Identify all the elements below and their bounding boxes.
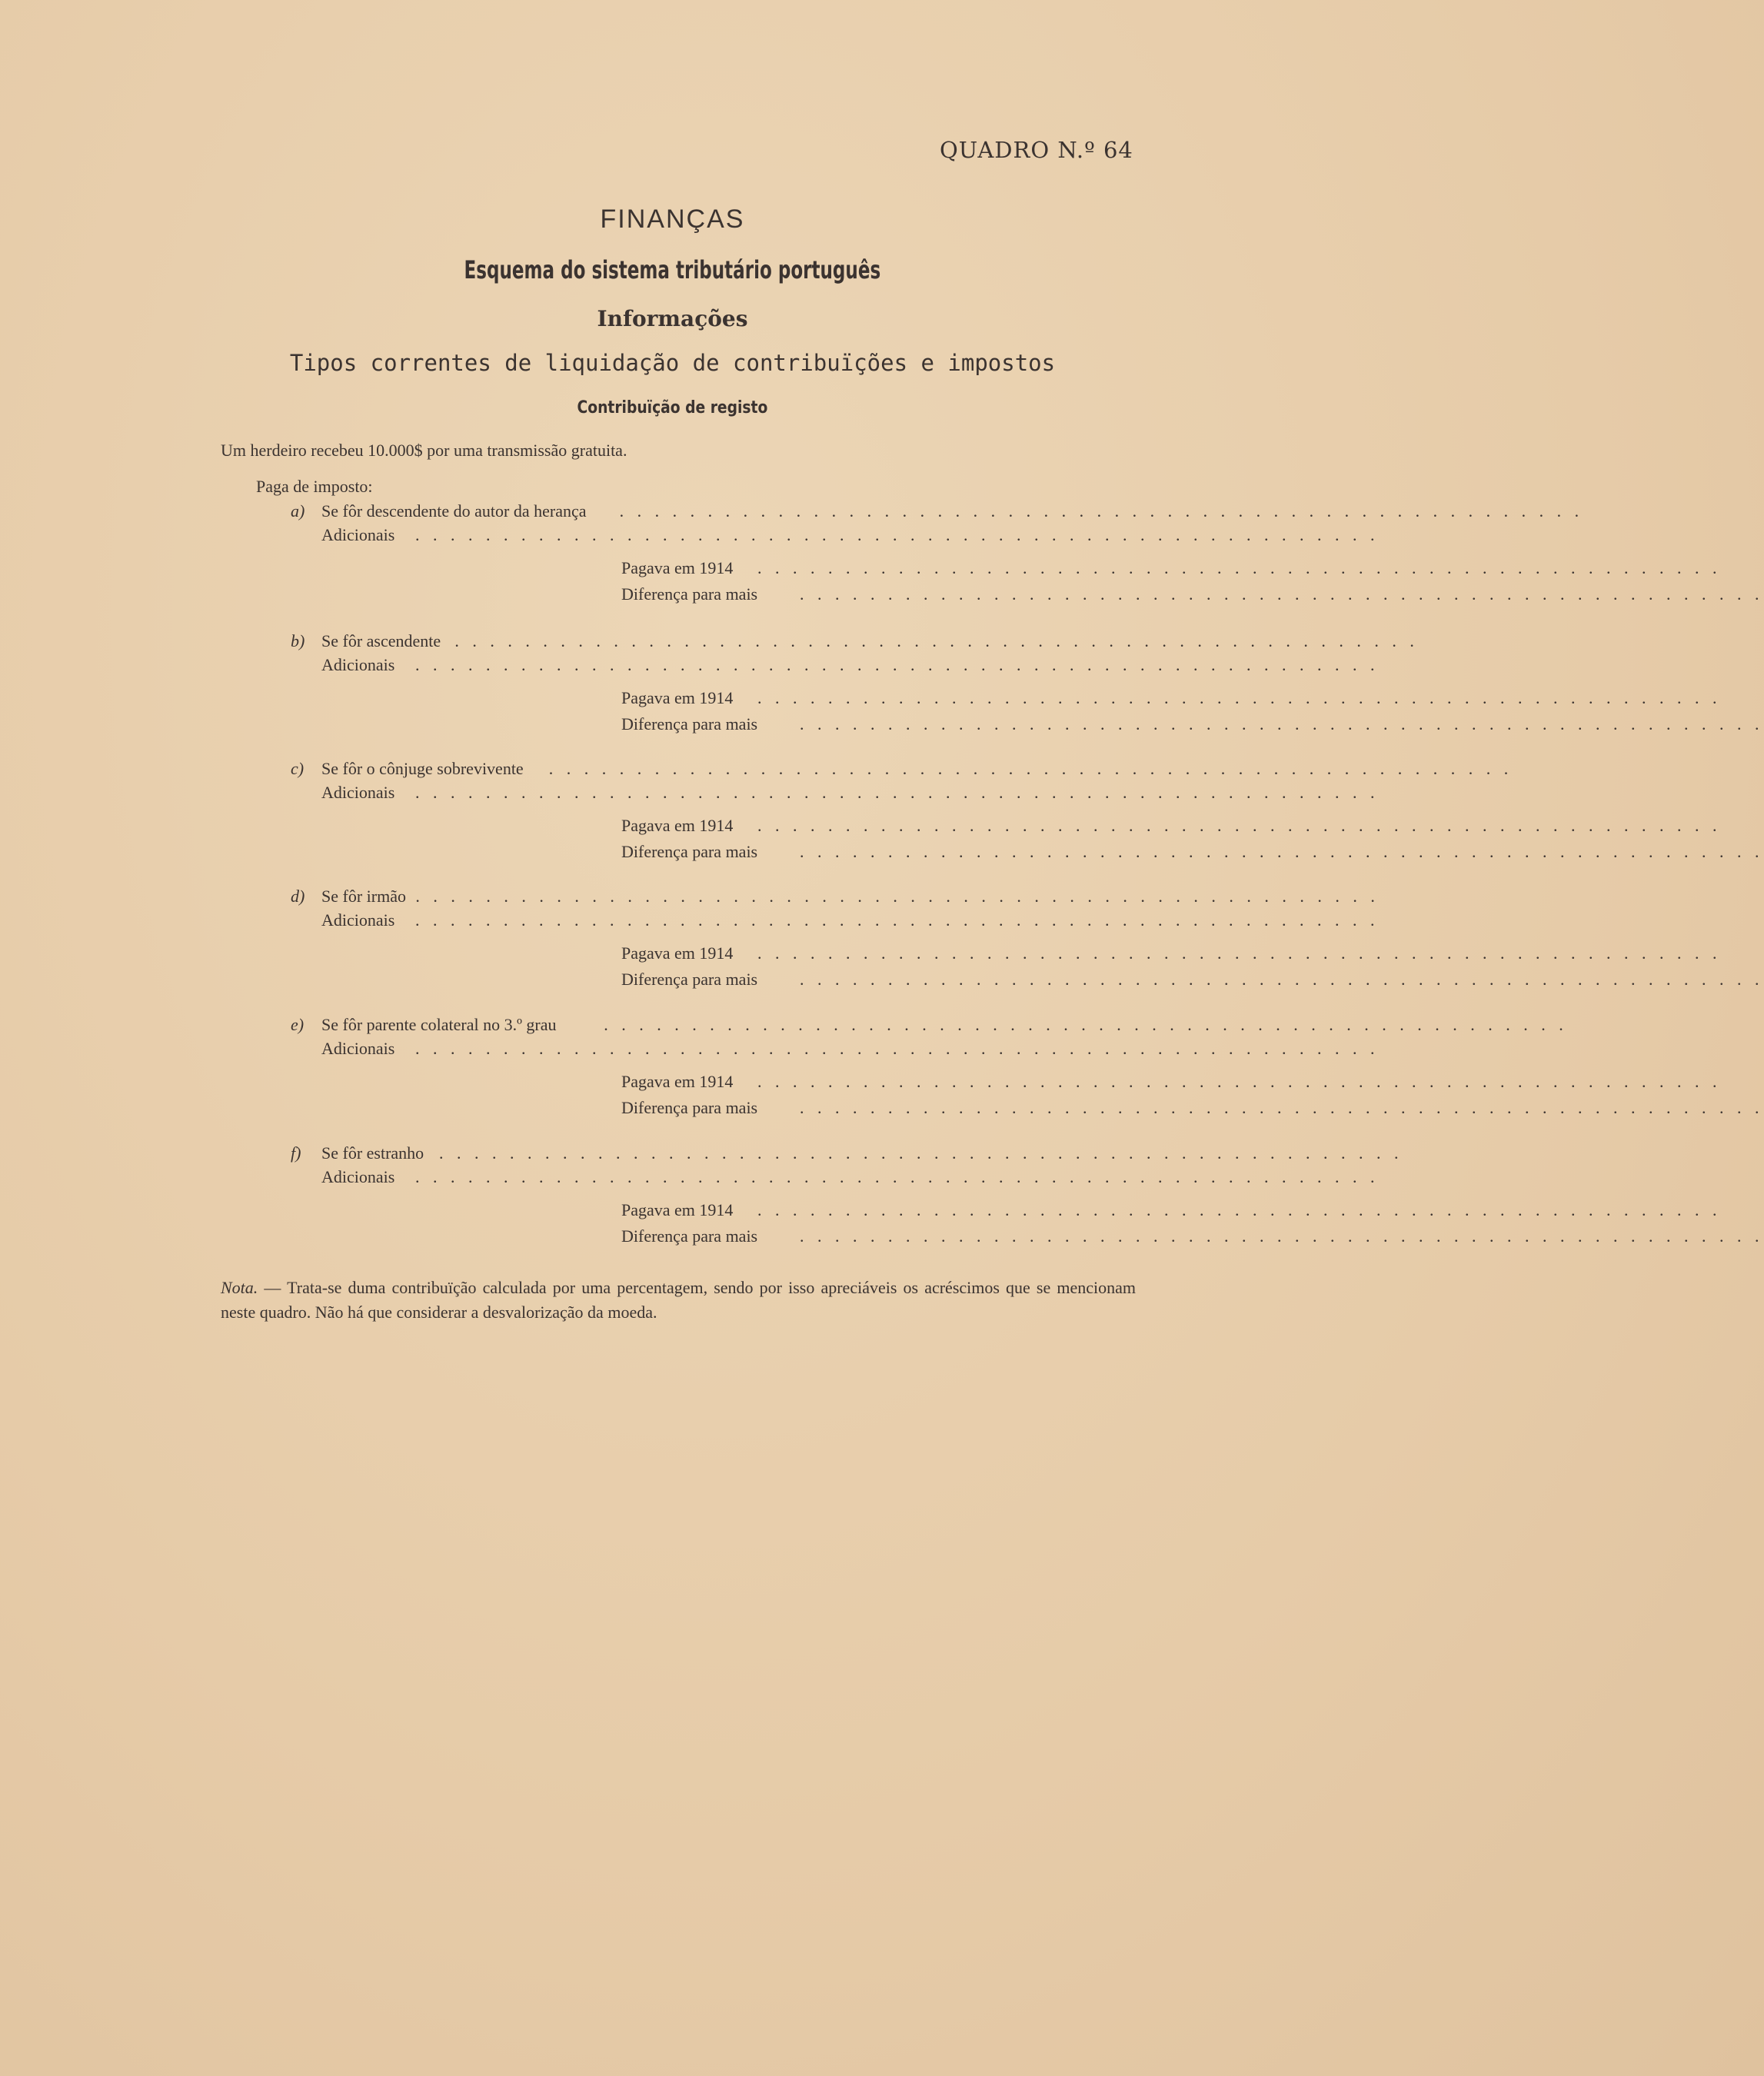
adicionais-label: Adicionais bbox=[321, 525, 395, 544]
case-text: Se fôr irmão bbox=[321, 887, 406, 906]
adicionais-label: Adicionais bbox=[321, 1167, 395, 1186]
dot-leader: . . . . . . . . . . . . . . . . . . . . . . . . . . . . . . . . . . . . . . . . . . . . . . . . . . . . . . . bbox=[757, 943, 1722, 963]
dot-leader: . . . . . . . . . . . . . . . . . . . . . . . . . . . . . . . . . . . . . . . . . . . . . . . . . . . . . . . bbox=[757, 688, 1722, 707]
diferenca-label: Diferença para mais bbox=[621, 842, 758, 861]
pagava-label: Pagava em 1914 bbox=[621, 1072, 734, 1091]
dot-leader: . . . . . . . . . . . . . . . . . . . . . . . . . . . . . . . . . . . . . . . . . . . . . . . . . . . . . . . bbox=[757, 816, 1722, 835]
dot-leader: . . . . . . . . . . . . . . . . . . . . . . . . . . . . . . . . . . . . . . . . . . . . . . . . . . . . . . . bbox=[548, 759, 1513, 778]
pagava-label: Pagava em 1914 bbox=[621, 816, 734, 835]
dot-leader: . . . . . . . . . . . . . . . . . . . . . . . . . . . . . . . . . . . . . . . . . . . . . . . . . . . . . . . bbox=[800, 970, 1764, 989]
case-letter: e) bbox=[291, 1015, 305, 1034]
intro-text: Um herdeiro recebeu 10.000$ por uma transmissão gratuita. bbox=[221, 441, 627, 460]
subtitle: Informações bbox=[597, 306, 748, 331]
pagava-label: Pagava em 1914 bbox=[621, 688, 734, 707]
case-letter: f) bbox=[291, 1143, 301, 1163]
footnote-label: Nota. bbox=[221, 1278, 258, 1297]
adicionais-label: Adicionais bbox=[321, 655, 395, 674]
pagava-label: Pagava em 1914 bbox=[621, 1200, 734, 1219]
pagava-label: Pagava em 1914 bbox=[621, 558, 734, 577]
footnote-text: — Trata-se duma contribuïção calculada por uma percentagem, sendo por isso apreciáveis os acréscimos que se mencionam neste quadro. Não há que considerar a desvalorização da moeda. bbox=[221, 1278, 1137, 1322]
dot-leader: . . . . . . . . . . . . . . . . . . . . . . . . . . . . . . . . . . . . . . . . . . . . . . . . . . . . . . . bbox=[415, 1167, 1380, 1186]
page-title: Esquema do sistema tributário português bbox=[464, 255, 881, 284]
dot-leader: . . . . . . . . . . . . . . . . . . . . . . . . . . . . . . . . . . . . . . . . . . . . . . . . . . . . . . . bbox=[454, 631, 1419, 650]
dot-leader: . . . . . . . . . . . . . . . . . . . . . . . . . . . . . . . . . . . . . . . . . . . . . . . . . . . . . . . bbox=[415, 1039, 1380, 1058]
diferenca-label: Diferença para mais bbox=[621, 1098, 758, 1117]
dot-leader: . . . . . . . . . . . . . . . . . . . . . . . . . . . . . . . . . . . . . . . . . . . . . . . . . . . . . . . bbox=[619, 501, 1584, 521]
section-title: FINANÇAS bbox=[600, 205, 745, 234]
case-text: Se fôr estranho bbox=[321, 1143, 424, 1163]
case-letter: a) bbox=[291, 501, 305, 521]
case-letter: c) bbox=[291, 759, 305, 778]
case-letter: b) bbox=[291, 631, 305, 650]
dot-leader: . . . . . . . . . . . . . . . . . . . . . . . . . . . . . . . . . . . . . . . . . . . . . . . . . . . . . . . bbox=[757, 1200, 1722, 1219]
case-text: Se fôr ascendente bbox=[321, 631, 441, 650]
dot-leader: . . . . . . . . . . . . . . . . . . . . . . . . . . . . . . . . . . . . . . . . . . . . . . . . . . . . . . . bbox=[800, 1226, 1764, 1246]
heading: Tipos correntes de liquidação de contribuïções e impostos bbox=[289, 350, 1056, 376]
dot-leader: . . . . . . . . . . . . . . . . . . . . . . . . . . . . . . . . . . . . . . . . . . . . . . . . . . . . . . . bbox=[757, 558, 1722, 577]
diferenca-label: Diferença para mais bbox=[621, 1226, 758, 1246]
dot-leader: . . . . . . . . . . . . . . . . . . . . . . . . . . . . . . . . . . . . . . . . . . . . . . . . . . . . . . . bbox=[800, 714, 1764, 734]
dot-leader: . . . . . . . . . . . . . . . . . . . . . . . . . . . . . . . . . . . . . . . . . . . . . . . . . . . . . . . bbox=[757, 1072, 1722, 1091]
case-letter: d) bbox=[291, 887, 305, 906]
case-text: Se fôr o cônjuge sobrevivente bbox=[321, 759, 524, 778]
subheading: Contribuïção de registo bbox=[577, 398, 768, 418]
diferenca-label: Diferença para mais bbox=[621, 584, 758, 604]
quadro-number: QUADRO N.º 64 bbox=[940, 137, 1133, 163]
dot-leader: . . . . . . . . . . . . . . . . . . . . . . . . . . . . . . . . . . . . . . . . . . . . . . . . . . . . . . . bbox=[415, 783, 1380, 802]
adicionais-label: Adicionais bbox=[321, 910, 395, 930]
diferenca-label: Diferença para mais bbox=[621, 714, 758, 734]
case-text: Se fôr parente colateral no 3.º grau bbox=[321, 1015, 557, 1034]
adicionais-label: Adicionais bbox=[321, 1039, 395, 1058]
dot-leader: . . . . . . . . . . . . . . . . . . . . . . . . . . . . . . . . . . . . . . . . . . . . . . . . . . . . . . . bbox=[604, 1015, 1568, 1034]
paga-label: Paga de imposto: bbox=[256, 477, 373, 496]
pagava-label: Pagava em 1914 bbox=[621, 943, 734, 963]
dot-leader: . . . . . . . . . . . . . . . . . . . . . . . . . . . . . . . . . . . . . . . . . . . . . . . . . . . . . . . bbox=[415, 910, 1380, 930]
footnote bbox=[221, 1276, 1136, 1325]
adicionais-label: Adicionais bbox=[321, 783, 395, 802]
dot-leader: . . . . . . . . . . . . . . . . . . . . . . . . . . . . . . . . . . . . . . . . . . . . . . . . . . . . . . . bbox=[415, 655, 1380, 674]
dot-leader: . . . . . . . . . . . . . . . . . . . . . . . . . . . . . . . . . . . . . . . . . . . . . . . . . . . . . . . bbox=[800, 842, 1764, 861]
case-text: Se fôr descendente do autor da herança bbox=[321, 501, 587, 521]
dot-leader: . . . . . . . . . . . . . . . . . . . . . . . . . . . . . . . . . . . . . . . . . . . . . . . . . . . . . . . bbox=[415, 887, 1380, 906]
dot-leader: . . . . . . . . . . . . . . . . . . . . . . . . . . . . . . . . . . . . . . . . . . . . . . . . . . . . . . . bbox=[800, 584, 1764, 604]
diferenca-label: Diferença para mais bbox=[621, 970, 758, 989]
dot-leader: . . . . . . . . . . . . . . . . . . . . . . . . . . . . . . . . . . . . . . . . . . . . . . . . . . . . . . . bbox=[800, 1098, 1764, 1117]
dot-leader: . . . . . . . . . . . . . . . . . . . . . . . . . . . . . . . . . . . . . . . . . . . . . . . . . . . . . . . bbox=[439, 1143, 1403, 1163]
dot-leader: . . . . . . . . . . . . . . . . . . . . . . . . . . . . . . . . . . . . . . . . . . . . . . . . . . . . . . . bbox=[415, 525, 1380, 544]
